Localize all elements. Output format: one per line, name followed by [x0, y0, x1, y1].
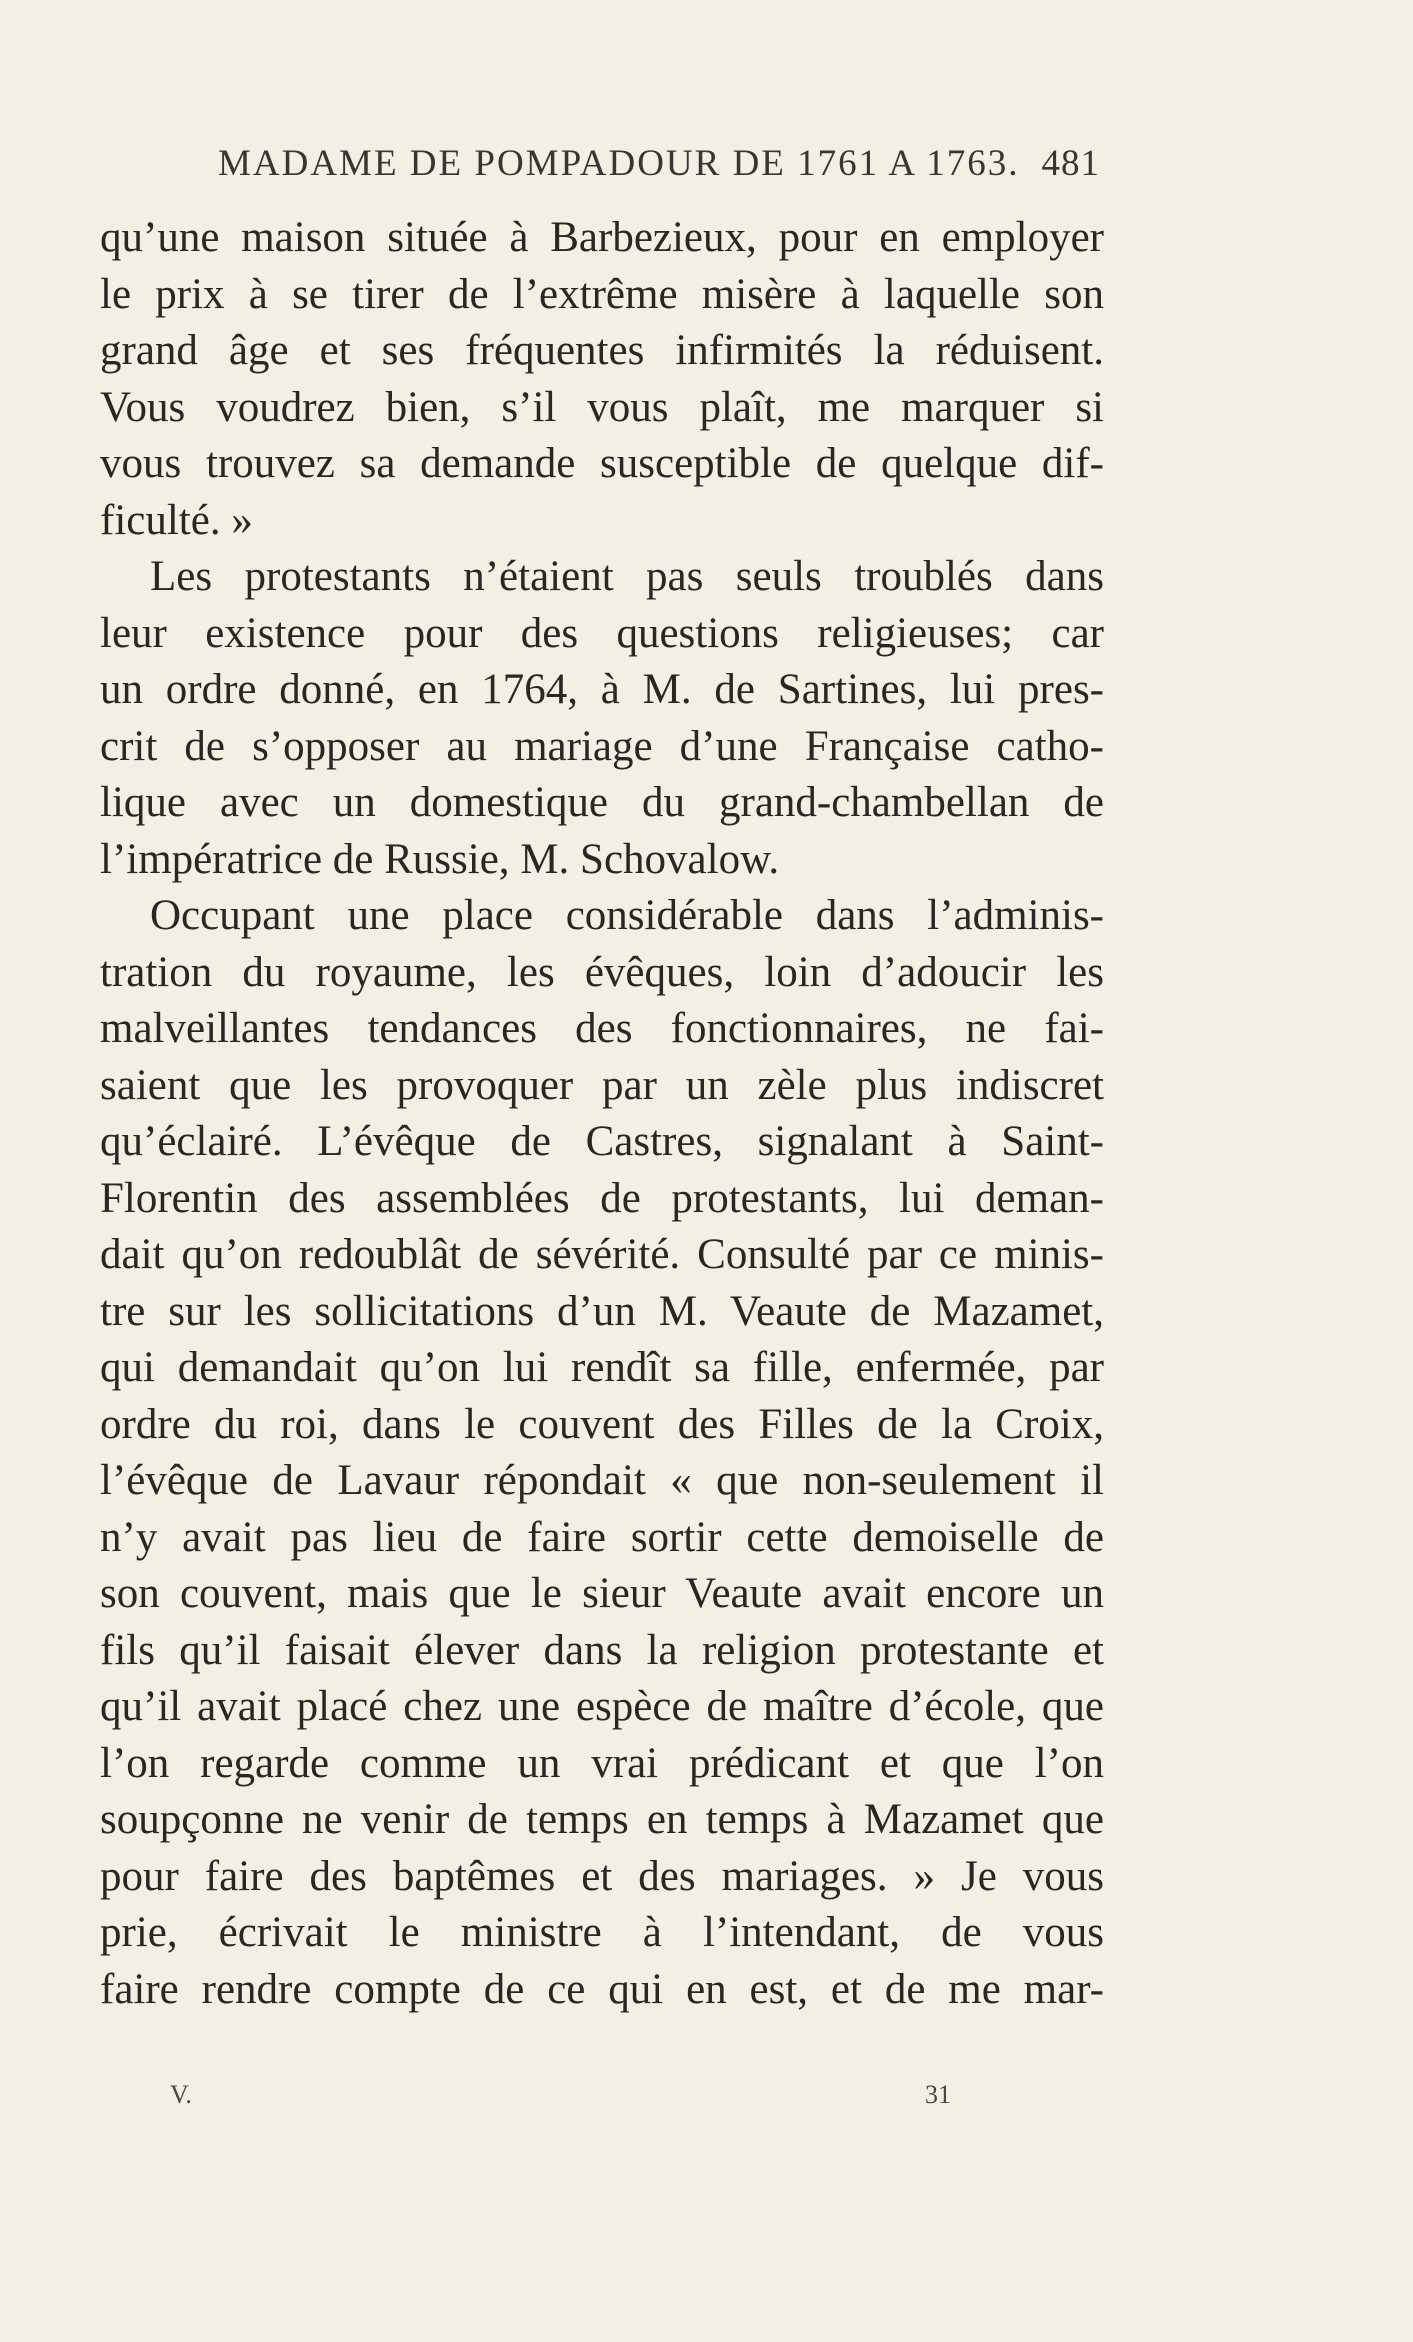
text-line: l’impératrice de Russie, M. Schovalow.: [100, 835, 780, 883]
text-line: crit de s’opposer au mariage d’une Française catho-: [100, 722, 1104, 770]
text-line: faire rendre compte de ce qui en est, et de me mar-: [100, 1965, 1104, 2013]
text-line: pour faire des baptêmes et des mariages. » Je vous: [100, 1852, 1104, 1900]
text-line: tre sur les sollicitations d’un M. Veaute de Mazamet,: [100, 1287, 1104, 1335]
text-line: qu’éclairé. L’évêque de Castres, signalant à Saint-: [100, 1118, 1104, 1165]
text-line: tration du royaume, les évêques, loin d’adoucir les: [100, 948, 1104, 996]
running-title: MADAME DE POMPADOUR DE 1761 A 1763.: [218, 143, 1020, 184]
page-header: [100, 142, 1100, 192]
text-line: le prix à se tirer de l’extrême misère à laquelle son: [100, 270, 1104, 318]
text-line: qui demandait qu’on lui rendît sa fille, enfermée, par: [100, 1344, 1104, 1391]
page-footer: [100, 2080, 1104, 2120]
text-line: un ordre donné, en 1764, à M. de Sartines, lui pres-: [100, 666, 1104, 713]
text-line: grand âge et ses fréquentes infirmités la réduisent.: [100, 327, 1104, 374]
text-line: dait qu’on redoublât de sévérité. Consulté par ce minis-: [100, 1231, 1104, 1278]
text-line: Florentin des assemblées de protestants, lui deman-: [100, 1174, 1104, 1222]
text-line: Occupant une place considérable dans l’adminis-: [150, 892, 1104, 939]
text-line: l’on regarde comme un vrai prédicant et que l’on: [100, 1739, 1104, 1787]
text-line: ficulté. »: [100, 496, 253, 544]
text-line: prie, écrivait le ministre à l’intendant, de vous: [100, 1909, 1104, 1956]
text-line: qu’il avait placé chez une espèce de maître d’école, que: [100, 1683, 1104, 1730]
text-line: saient que les provoquer par un zèle plus indiscret: [100, 1061, 1104, 1109]
text-line: leur existence pour des questions religieuses; car: [100, 609, 1104, 657]
signature-number: 31: [925, 2080, 951, 2109]
text-line: soupçonne ne venir de temps en temps à Mazamet que: [100, 1796, 1104, 1843]
text-line: fils qu’il faisait élever dans la religion protestante et: [100, 1626, 1104, 1674]
page-number: 481: [1041, 143, 1100, 184]
body-text: [100, 210, 1104, 2018]
text-line: son couvent, mais que le sieur Veaute avait encore un: [100, 1570, 1104, 1617]
text-line: ordre du roi, dans le couvent des Filles de la Croix,: [100, 1400, 1104, 1448]
text-line: malveillantes tendances des fonctionnaires, ne fai-: [100, 1005, 1104, 1052]
text-line: Les protestants n’étaient pas seuls troublés dans: [150, 553, 1104, 600]
text-line: n’y avait pas lieu de faire sortir cette demoiselle de: [100, 1513, 1104, 1561]
text-line: vous trouvez sa demande susceptible de quelque dif-: [100, 440, 1104, 487]
text-line: qu’une maison située à Barbezieux, pour en employer: [100, 214, 1104, 261]
volume-mark: V.: [170, 2080, 192, 2109]
text-line: l’évêque de Lavaur répondait « que non-seulement il: [100, 1457, 1104, 1504]
text-line: Vous voudrez bien, s’il vous plaît, me marquer si: [100, 383, 1104, 431]
text-line: lique avec un domestique du grand-chambellan de: [100, 779, 1104, 826]
